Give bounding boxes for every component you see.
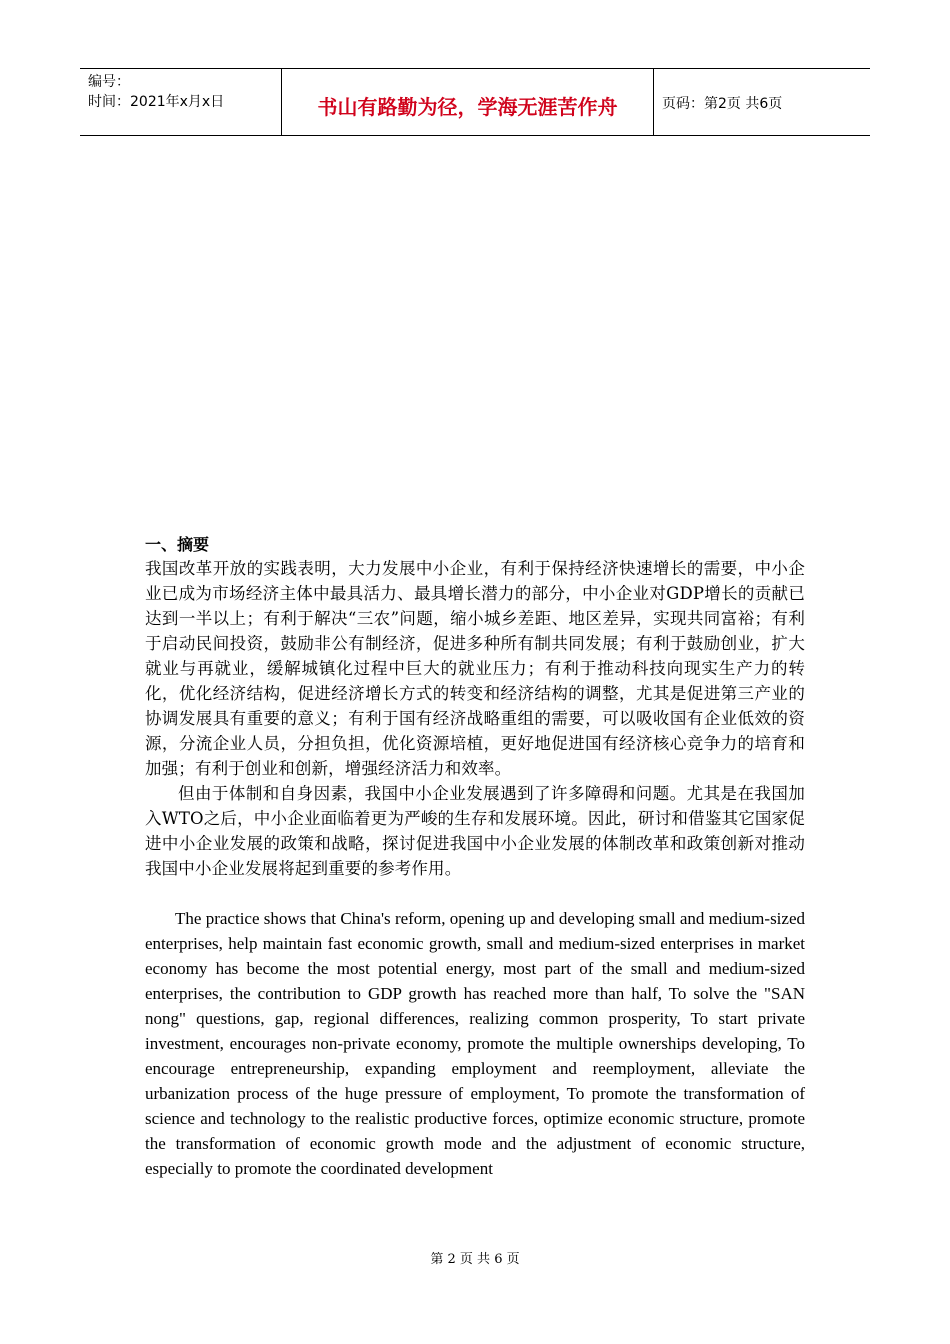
- document-number-label: 编号：: [88, 74, 130, 90]
- document-body: [145, 534, 805, 1181]
- page-footer: 第 2 页 共 6 页: [430, 1252, 520, 1267]
- header-motto: 书山有路勤为径，学海无涯苦作舟: [282, 69, 654, 135]
- abstract-paragraph-cn-2: 但由于体制和自身因素，我国中小企业发展遇到了许多障碍和问题。尤其是在我国加入WTO之后，中小企业面临着更为严峻的生存和发展环境。因此，研讨和借鉴其它国家促进中小企业发展的政策和战略，探讨促进我国中小企业发展的体制改革和政策创新对推动我国中小企业发展将起到重要的参考作用。: [145, 784, 805, 878]
- page-header: [80, 68, 870, 136]
- abstract-paragraph-cn-1: 我国改革开放的实践表明，大力发展中小企业，有利于保持经济快速增长的需要，中小企业已成为市场经济主体中最具活力、最具增长潜力的部分，中小企业对GDP增长的贡献已达到一半以上；有利于解决“三农”问题，缩小城乡差距、地区差异，实现共同富裕；有利于启动民间投资，鼓励非公有制经济，促进多种所有制共同发展；有利于鼓励创业，扩大就业与再就业，缓解城镇化过程中巨大的就业压力；有利于推动科技向现实生产力的转化，优化经济结构，促进经济增长方式的转变和经济结构的调整，尤其是促进第三产业的协调发展具有重要的意义；有利于国有经济战略重组的需要，可以吸收国有企业低效的资源，分流企业人员，分担负担，优化资源培植，更好地促进国有经济核心竞争力的培育和加强；有利于创业和创新，增强经济活力和效率。: [145, 559, 805, 778]
- abstract-paragraph-en: The practice shows that China's reform, opening up and developing small and medium-sized enterprises, help maintain fast economic growth, small and medium-sized enterprises in market economy has become the most potential energy, most part of the small and medium-sized enterprises, the contribution to GDP growth has reached more than half, To solve the "SAN nong" questions, gap, regional differences, realizing common prosperity, To start private investment, encourages non-private economy, promote the multiple ownerships developing, To encourage entrepreneurship, expanding employment and reemployment, alleviate the urbanization process of the huge pressure of employment, To promote the transformation of science and technology to the realistic productive forces, optimize economic structure, promote the transformation of economic growth mode and the adjustment of economic structure, especially to promote the coordinated development: [145, 909, 805, 1178]
- document-time-label: 时间：2021年x月x日: [88, 94, 225, 110]
- section-title: 一、摘要: [145, 535, 210, 554]
- header-meta: [80, 69, 282, 135]
- header-page-label: 页码：第2页 共6页: [662, 96, 783, 112]
